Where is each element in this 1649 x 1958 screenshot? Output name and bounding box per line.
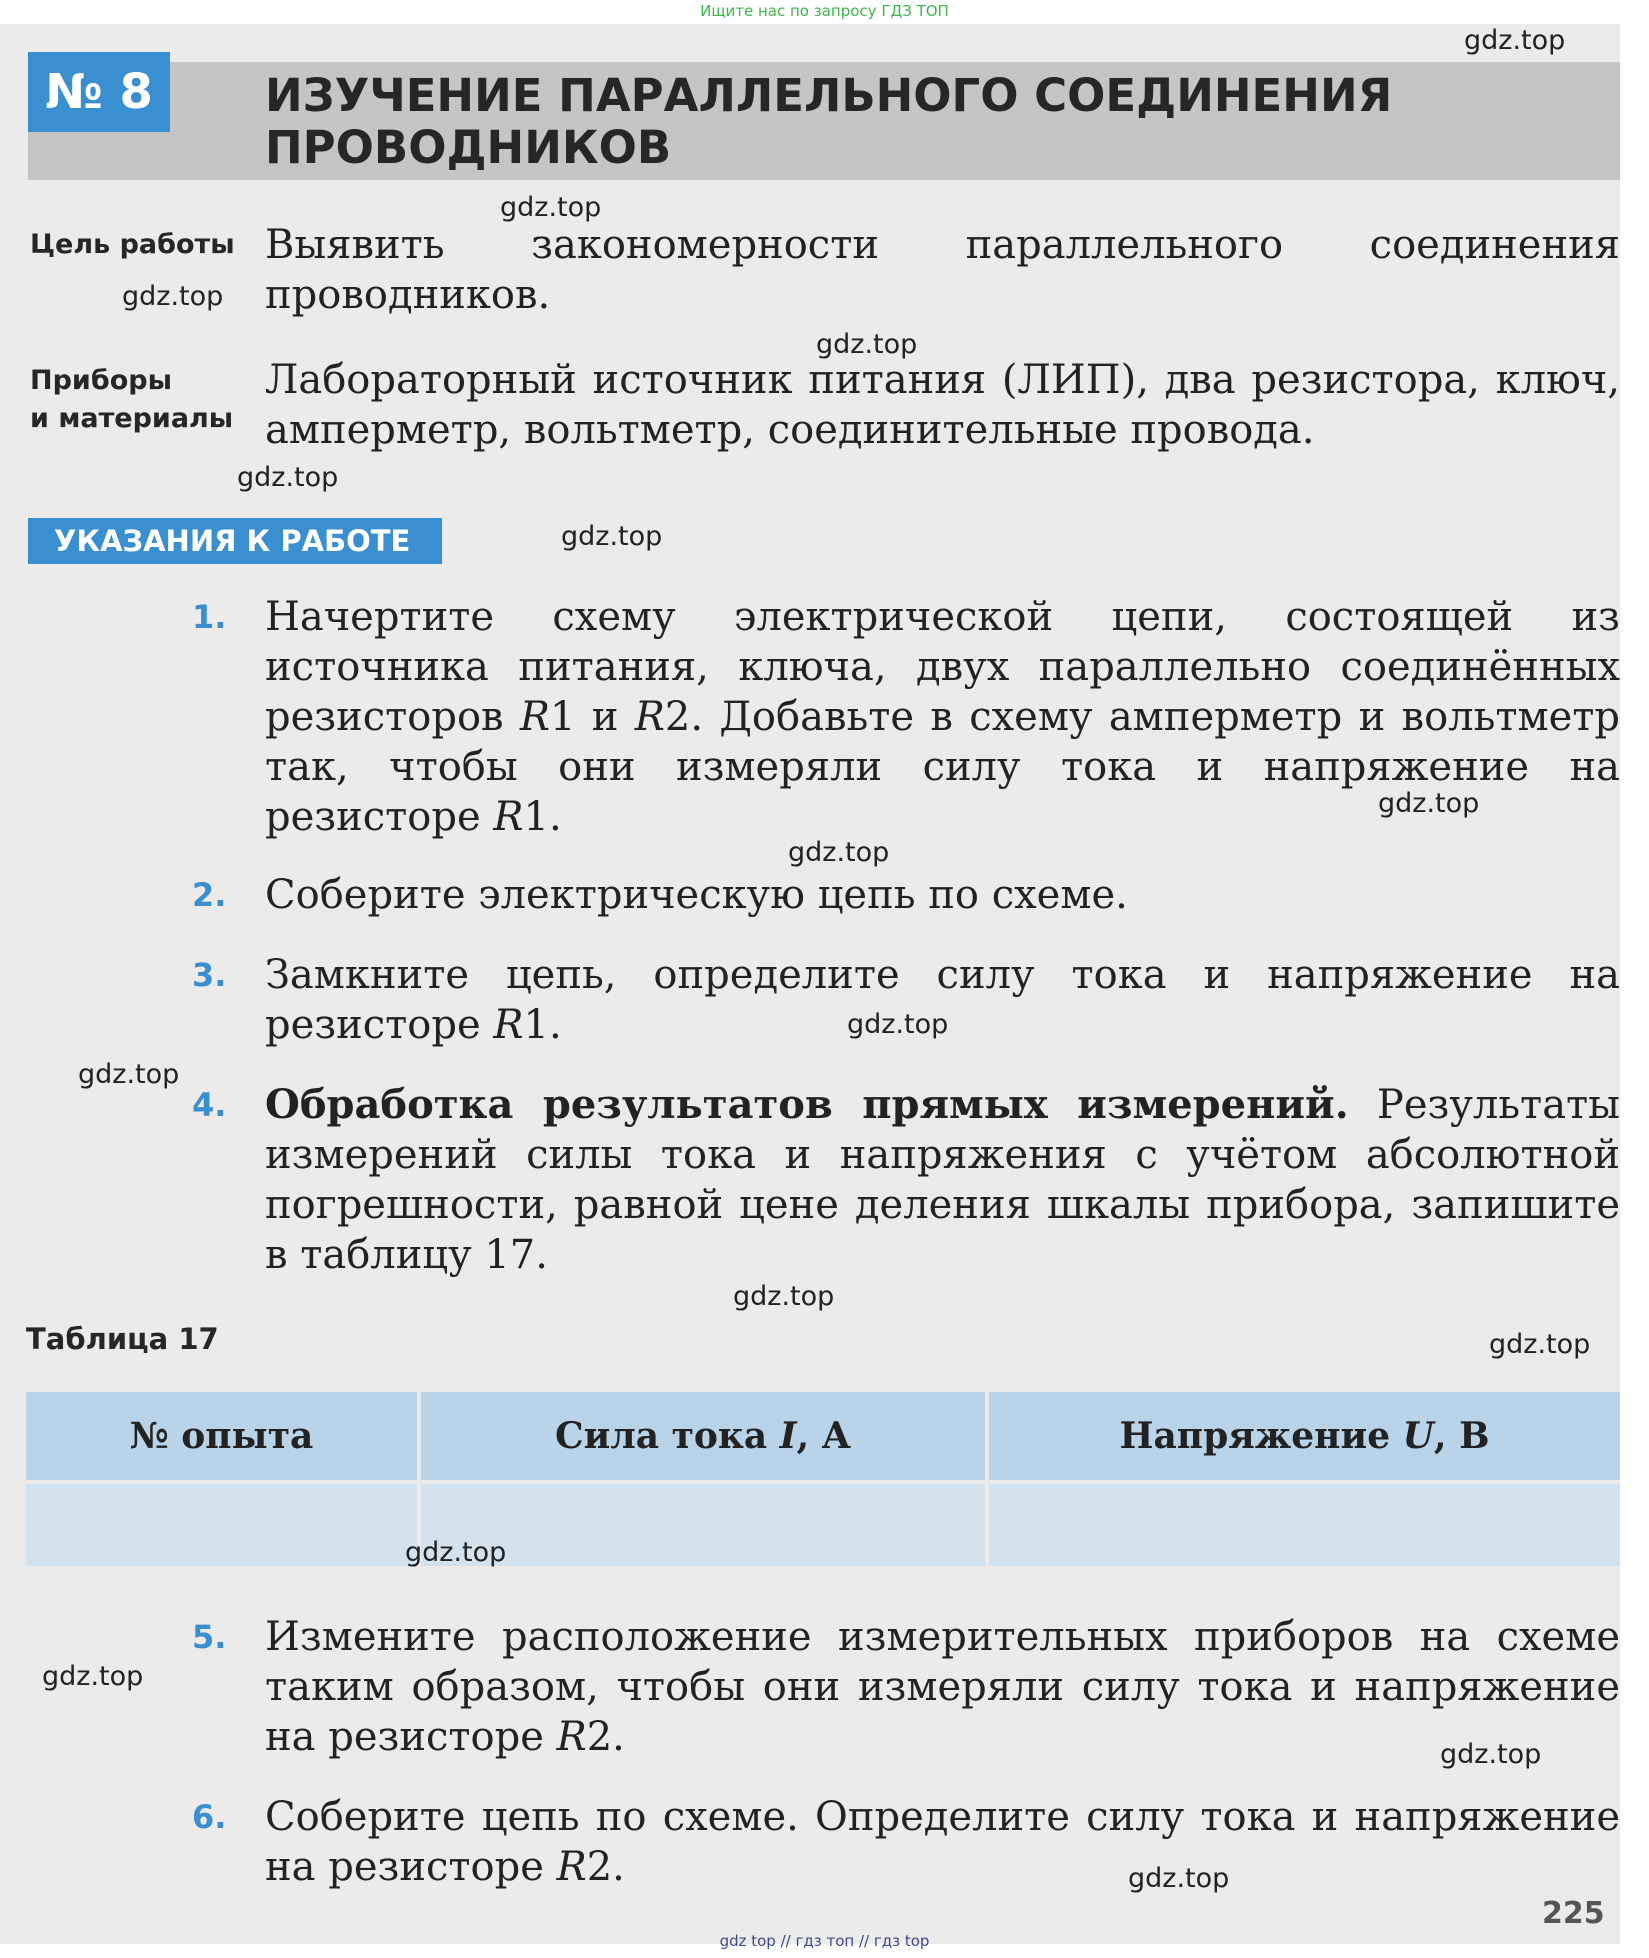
lab-title [265,70,1585,174]
step-number-6: 6. [192,1798,227,1836]
symbol-index: 1 [523,1002,549,1048]
table-cell-experiment[interactable] [26,1482,419,1566]
step-2-text: Соберите электрическую цепь по схеме. [265,872,1128,918]
table-cell-voltage[interactable] [987,1482,1620,1566]
step-6-text [265,1792,1620,1892]
step-number-2: 2. [192,876,227,914]
step-number-5: 5. [192,1618,227,1656]
symbol-r: R [556,1844,587,1890]
lab-number-badge: № 8 [28,52,170,132]
symbol-r: R [493,794,524,840]
symbol-index: 2 [664,694,691,740]
top-banner[interactable]: Ищите нас по запросу ГДЗ ТОП [700,2,949,20]
step-3-end: . [548,1002,562,1048]
table-caption: Таблица 17 [26,1322,219,1356]
materials-label [30,362,233,438]
materials-text: Лабораторный источник питания (ЛИП), два резистора, ключ, амперметр, вольтметр, соединительные провода. [265,357,1620,453]
step-1-part1: Начертите схему электрической цепи, состоящей из источника питания, ключа, двух параллельно соединённых резисторов [265,594,1620,740]
page-number: 225 [1542,1896,1605,1931]
symbol-r: R [634,694,665,740]
table-header-experiment: № опыта [26,1392,419,1482]
section-badge-instructions: УКАЗАНИЯ К РАБОТЕ [28,518,442,564]
header-voltage-unit: , В [1434,1415,1490,1457]
lab-title-line2: ПРОВОДНИКОВ [265,121,672,174]
watermark: gdz.top [1464,25,1566,56]
symbol-index: 2 [586,1714,613,1760]
watermark: gdz.top [1378,788,1480,819]
header-current-label: Сила тока [554,1415,780,1457]
symbol-index: 1 [550,694,576,740]
step-4-body: Результаты измерений силы тока и напряжения с учётом абсолютной погрешности, равной цене деления шкалы прибора, запишите в таблицу 17. [265,1082,1620,1278]
lab-title-line1: ИЗУЧЕНИЕ ПАРАЛЛЕЛЬНОГО СОЕДИНЕНИЯ [265,69,1393,122]
step-1-part2: и [575,694,635,740]
symbol-r: R [556,1714,587,1760]
step-1-part4: . [548,794,562,840]
results-table [26,1392,1620,1566]
table-row [26,1482,1620,1566]
step-4-heading: Обработка результатов прямых измерений. [265,1081,1349,1128]
step-5-part1: Измените расположение измерительных приборов на схеме таким образом, чтобы они измеряли силу тока и напряжение на резисторе [265,1614,1620,1760]
step-number-3: 3. [192,956,227,994]
symbol-index: 1 [523,794,549,840]
table-header-current [419,1392,987,1482]
watermark: gdz.top [78,1059,180,1090]
watermark: gdz.top [122,281,224,312]
step-3-part1: Замкните цепь, определите силу тока и напряжение на резисторе [265,952,1620,1048]
materials-label-line2: и материалы [30,403,234,434]
step-number-1: 1. [192,598,227,636]
watermark: gdz.top [1489,1329,1591,1360]
watermark: gdz.top [733,1281,835,1312]
watermark: gdz.top [237,462,339,493]
table-header-voltage [987,1392,1620,1482]
step-6-part1: Соберите цепь по схеме. Определите силу тока и напряжение на резисторе [265,1794,1620,1890]
goal-label: Цель работы [30,229,235,260]
watermark: gdz.top [500,192,602,223]
step-5-end: . [612,1714,625,1760]
watermark: gdz.top [561,521,663,552]
table-header-row [26,1392,1620,1482]
header-voltage-label: Напряжение [1119,1415,1403,1457]
materials-label-line1: Приборы [30,365,172,396]
step-4-text [265,1080,1620,1280]
goal-text: Выявить закономерности параллельного соединения проводников. [265,222,1620,318]
step-6-end: . [612,1844,625,1890]
header-current-unit: , А [796,1415,851,1457]
watermark: gdz.top [847,1009,949,1040]
step-number-4: 4. [192,1086,227,1124]
watermark: gdz.top [405,1537,507,1568]
header-current-symbol: I [779,1415,797,1457]
watermark: gdz.top [788,837,890,868]
step-5-text [265,1612,1620,1762]
watermark: gdz.top [816,329,918,360]
watermark: gdz.top [1440,1739,1542,1770]
step-1-part3: . Добавьте в схему амперметр и вольтметр так, чтобы они измеряли силу тока и напряжение на резисторе [265,694,1620,840]
bottom-banner[interactable]: gdz top // гдз топ // гдз top [719,1932,930,1950]
symbol-index: 2 [586,1844,613,1890]
header-voltage-symbol: U [1402,1415,1435,1457]
watermark: gdz.top [42,1661,144,1692]
symbol-r: R [519,694,551,740]
watermark: gdz.top [1128,1863,1230,1894]
symbol-r: R [493,1002,524,1048]
